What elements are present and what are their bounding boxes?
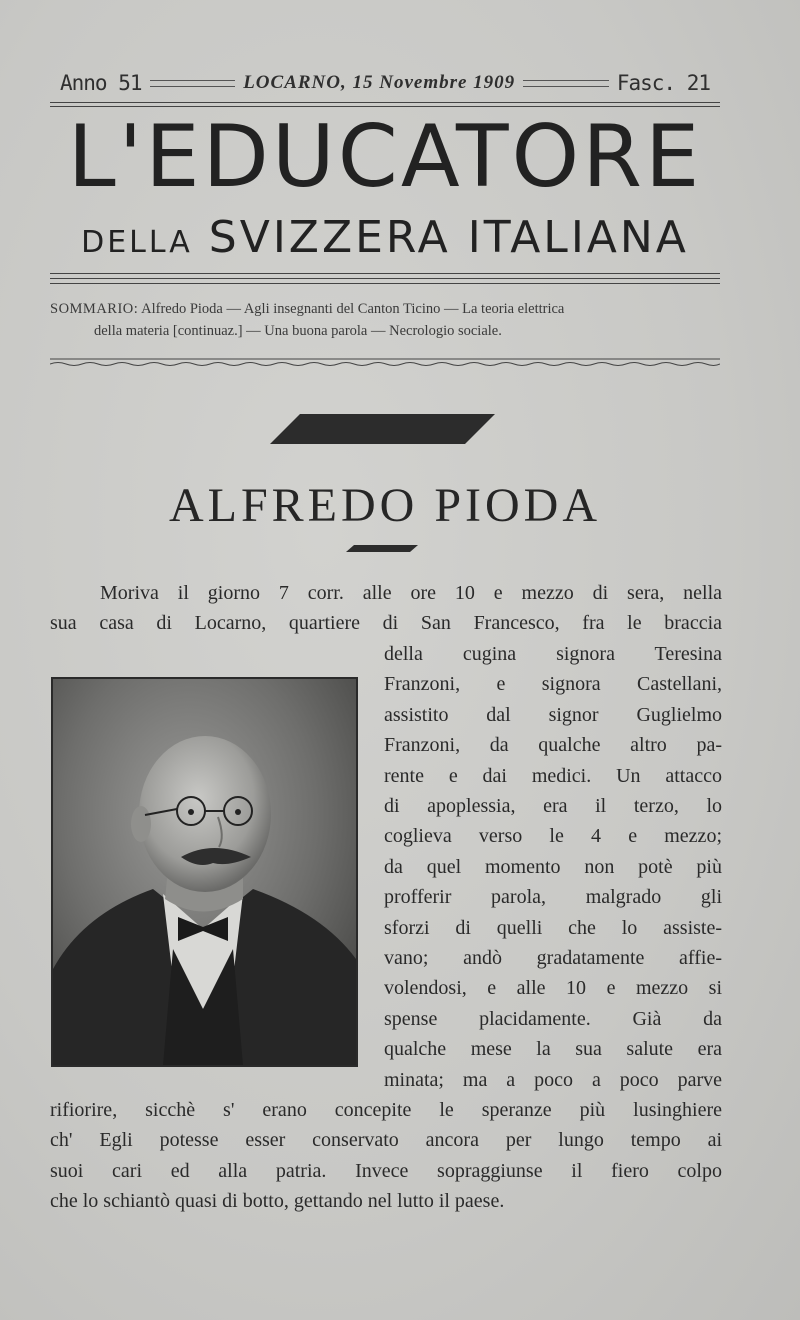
masthead-della: DELLA [81, 225, 193, 260]
text-line: profferir parola, malgrado gli [384, 886, 722, 909]
rule-mid-3 [50, 283, 720, 284]
text-line: rifiorire, sicchè s' erano concepite le speranze più lusinghiere [50, 1099, 722, 1121]
text-line: ch' Egli potesse esser conservato ancora per lungo tempo ai [50, 1129, 722, 1152]
issue-number: Fasc. 21 [616, 71, 710, 95]
text-line: coglieva verso le 4 e mezzo; [384, 825, 722, 848]
rule-top-1 [50, 102, 720, 103]
portrait-illustration [53, 679, 356, 1065]
text-line: sua casa di Locarno, quartiere di San Francesco, fra le braccia [50, 612, 722, 635]
text-line: da quel momento non potè più [384, 855, 722, 878]
article-side-column [384, 639, 722, 1095]
sommario-label: SOMMARIO: [50, 301, 139, 317]
text-line: di apoplessia, era il terzo, lo [384, 795, 722, 818]
header-rule-right [523, 80, 609, 87]
header-rule-left [150, 80, 236, 87]
text-line: della cugina signora Teresina [384, 643, 722, 665]
text-line: qualche mese la sua salute era [384, 1038, 722, 1061]
article-title: ALFREDO PIODA [168, 479, 601, 532]
issue-header [60, 66, 710, 100]
masthead-subtitle [50, 212, 720, 263]
text-line: assistito dal signor Guglielmo [384, 703, 722, 726]
text-line: suoi cari ed alla patria. Invece sopraggiunse il fiero colpo [50, 1159, 722, 1182]
decorative-slanted-bar [270, 414, 500, 446]
text-line: spense placidamente. Già da [384, 1007, 722, 1030]
title-underline-bar [346, 544, 418, 554]
rule-mid-2 [50, 278, 720, 279]
text-line: che lo schiantò quasi di botto, gettando nel lutto il paese. [50, 1190, 505, 1213]
sommario-line-1: Alfredo Pioda — Agli insegnanti del Canton Ticino — La teoria elettrica [141, 301, 565, 317]
masthead-title: L'EDUCATORE [67, 107, 703, 207]
text-line: minata; ma a poco a poco parve [384, 1068, 722, 1091]
issue-place-date: LOCARNO, 15 Novembre 1909 [243, 72, 516, 93]
masthead-svizzera: SVIZZERA ITALIANA [208, 212, 689, 263]
text-line: vano; andò gradatamente affie- [384, 947, 722, 970]
issue-year: Anno 51 [60, 71, 142, 95]
article-intro [50, 578, 722, 639]
text-line: Franzoni, da qualche altro pa- [384, 734, 722, 757]
text-line: sforzi di quelli che lo assiste- [384, 916, 722, 939]
table-of-contents [50, 298, 730, 342]
wavy-rule [50, 358, 720, 368]
text-line: rente e dai medici. Un attacco [384, 764, 722, 787]
text-line: volendosi, e alle 10 e mezzo si [384, 977, 722, 1000]
sommario-line-2: della materia [continuaz.] — Una buona parola — Necrologio sociale. [94, 323, 502, 339]
rule-mid-1 [50, 273, 720, 274]
article-bottom [50, 1095, 722, 1217]
portrait-photo [51, 677, 358, 1067]
text-line: Franzoni, e signora Castellani, [384, 673, 722, 696]
text-line: Moriva il giorno 7 corr. alle ore 10 e mezzo di sera, nella [100, 582, 722, 604]
